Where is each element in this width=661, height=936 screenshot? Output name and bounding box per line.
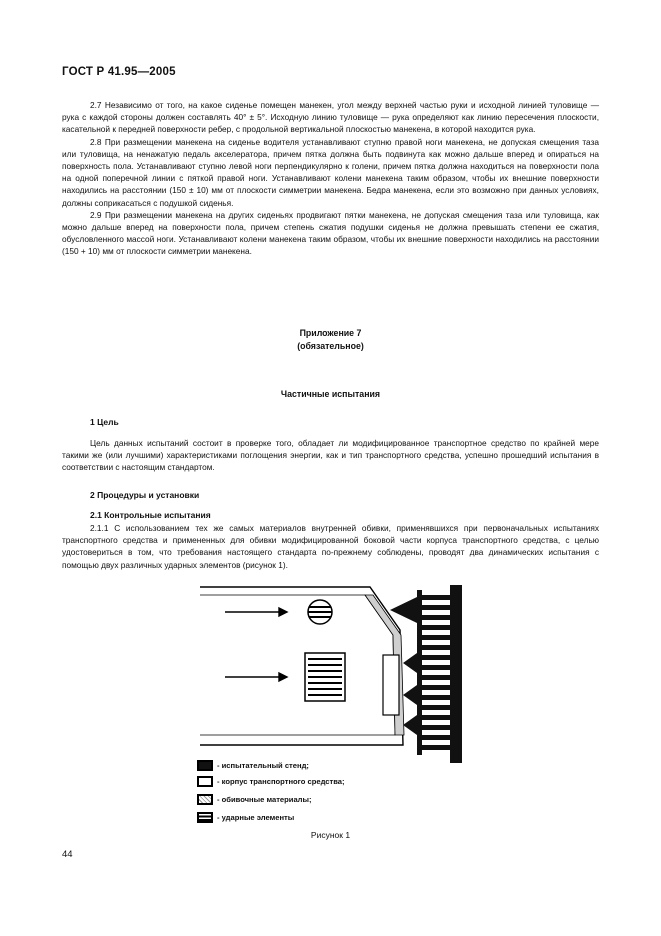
legend-label: - ударные элементы: [217, 813, 295, 822]
appendix-heading: [62, 327, 599, 353]
section-2-heading: 2 Процедуры и установки: [90, 490, 200, 500]
appendix-subtitle: (обязательное): [297, 341, 364, 351]
padding-block-upper: [383, 655, 399, 715]
legend-item-test-stand: [197, 760, 309, 771]
legend-item-padding: [197, 794, 312, 805]
impactor-round: [308, 600, 332, 624]
impactor-rectangular: [305, 653, 345, 701]
dotted-swatch-icon: [197, 794, 213, 805]
vehicle-body-outline: [200, 587, 403, 745]
paragraph-block-top: [62, 99, 599, 258]
section-2-1-1-text: 2.1.1 С использованием тех же самых материалов внутренней обивки, применявшихся при первоначальных испытаниях транспортного средства и примененных для обивки модифицированной боковой части корпуса транспортного средства, с целью удостовериться в том, что требования настоящего стандарта по-прежнему соблюдены, проводят два динамических испытания с помощью двух различных ударных элементов (рисунок 1).: [62, 523, 599, 570]
legend-label: - обивочные материалы;: [217, 795, 312, 804]
figure-caption: Рисунок 1: [310, 830, 351, 840]
appendix-title: Приложение 7: [299, 328, 362, 338]
test-stand-comb: [417, 590, 452, 755]
page-number: 44: [62, 849, 73, 860]
section-1-body: [62, 437, 599, 474]
vehicle-body-inner-outline: [200, 595, 395, 735]
paragraph-2-7: 2.7 Независимо от того, на какое сиденье помещен манекен, угол между верхней частью руки и исходной линией туловище — рука с каждой стороны должен составлять 40° ± 5°. Исходную линию туловище — рука определяют как линию пересечения плоскости, касательной к передней поверхности ребер, с продольной вертикальной плоскостью манекена, в которой находится рука.: [62, 100, 599, 135]
section-1-heading: 1 Цель: [90, 417, 119, 427]
section-2-body: [62, 522, 599, 571]
legend-label: - испытательный стенд;: [217, 761, 309, 770]
paragraph-2-9: 2.9 При размещении манекена на других сиденьях продвигают пятки манекена, не допуская смещения таза или туловища, как можно дальше вперед на поверхности пола, причем степень сжатия подушки сиденья не должна превышать степени ее сжатия, обусловленного массой ноги. Устанавливают колени манекена таким образом, чтобы их внешние поверхности находились на расстоянии (150 + 10) мм от плоскости симметрии манекена.: [62, 209, 599, 257]
section-2-1-heading: 2.1 Контрольные испытания: [90, 510, 211, 520]
section-1-text: Цель данных испытаний состоит в проверке того, обладает ли модифицированное транспортное средство по крайней мере такими же (или лучшими) характеристиками поглощения энергии, как и тип транспортного средства, успешно прошедший испытания в соответствии с настоящим стандартом.: [62, 438, 599, 473]
document-header: ГОСТ Р 41.95—2005: [62, 66, 176, 78]
impact-arrows: [225, 608, 287, 681]
legend-label: - корпус транспортного средства;: [217, 777, 345, 786]
legend-item-vehicle-body: [197, 776, 345, 787]
outlined-white-swatch-icon: [197, 776, 213, 787]
legend-item-impactors: [197, 812, 294, 823]
solid-black-swatch-icon: [197, 760, 213, 771]
paragraph-2-8: 2.8 При размещении манекена на сиденье водителя устанавливают ступню правой ноги манекена, не допуская смещения таза или туловища, на ненажатую педаль акселератора, причем пятка должна быть подвинута как можно дальше вперед и опираться на поверхность пола. Устанавливают ступню левой ноги перпендикулярно к голени, причем пятка должна находиться на поверхности пола на одной поперечной линии с пяткой правой ноги. Устанавливают колени манекена таким образом, чтобы их внешние поверхности находились на расстоянии (150 ± 10) мм от плоскости симметрии манекена. Бедра манекена, если это возможно при данных условиях, должны соприкасаться с подушкой сиденья.: [62, 136, 599, 208]
section-title: Частичные испытания: [280, 389, 381, 399]
striped-swatch-icon: [197, 812, 213, 823]
